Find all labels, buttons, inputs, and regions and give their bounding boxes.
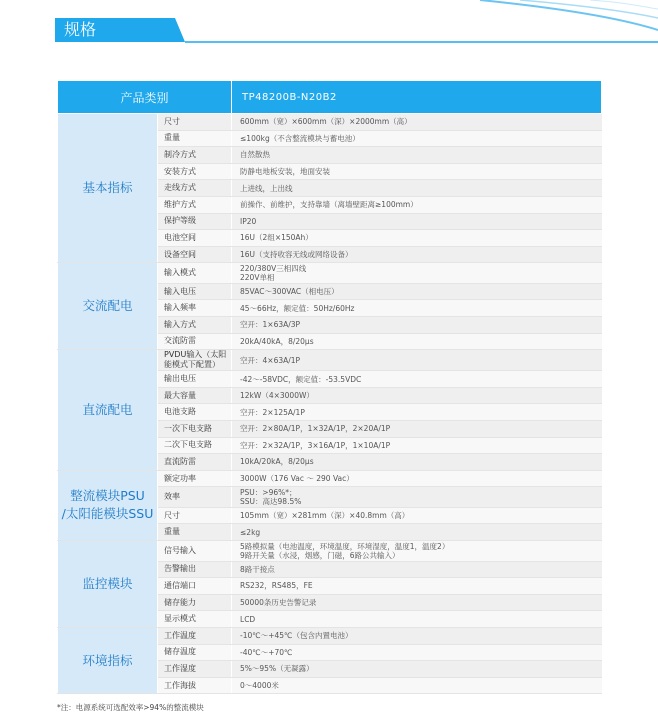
spec-label: 告警输出 <box>158 561 232 578</box>
spec-value: RS232，RS485，FE <box>232 578 602 595</box>
spec-value: 10kA/20kA，8/20μs <box>232 454 602 471</box>
spec-label: 走线方式 <box>158 180 232 197</box>
spec-value: 5路模拟量（电池温度，环境温度，环境湿度，温度1，温度2） 9路开关量（水浸，烟感，门磁，6路公共输入） <box>232 541 602 562</box>
category-cell: 监控模块 <box>58 541 158 628</box>
spec-label: 输入电压 <box>158 283 232 300</box>
spec-label: 额定功率 <box>158 470 232 487</box>
spec-label: 一次下电支路 <box>158 421 232 438</box>
header-model: TP48200B-N20B2 <box>232 81 602 114</box>
spec-value: 45～66Hz，额定值：50Hz/60Hz <box>232 300 602 317</box>
spec-value: 8路干接点 <box>232 561 602 578</box>
spec-value: 空开：2×80A/1P，1×32A/1P，2×20A/1P <box>232 421 602 438</box>
spec-value: 20kA/40kA，8/20μs <box>232 333 602 350</box>
table-row <box>58 114 602 131</box>
spec-label: 直流防雷 <box>158 454 232 471</box>
spec-label: 输入方式 <box>158 317 232 334</box>
table-header-row <box>58 81 602 114</box>
spec-label: 二次下电支路 <box>158 437 232 454</box>
spec-label: 安装方式 <box>158 163 232 180</box>
spec-value: 0～4000米 <box>232 677 602 694</box>
table-row <box>58 541 602 562</box>
spec-label: 储存温度 <box>158 644 232 661</box>
spec-label: 工作湿度 <box>158 661 232 678</box>
spec-value: 16U（支持收容无线或网络设备） <box>232 246 602 263</box>
spec-label: 尺寸 <box>158 507 232 524</box>
table-row <box>58 263 602 284</box>
spec-label: 电池空间 <box>158 230 232 247</box>
spec-label: 工作海拔 <box>158 677 232 694</box>
spec-value: 空开：1×63A/3P <box>232 317 602 334</box>
spec-value: 3000W（176 Vac ～ 290 Vac） <box>232 470 602 487</box>
spec-label: 输入模式 <box>158 263 232 284</box>
spec-label: 通信端口 <box>158 578 232 595</box>
spec-value: PSU：>96%*； SSU：高达98.5% <box>232 487 602 508</box>
spec-label: 信号输入 <box>158 541 232 562</box>
spec-label: 最大容量 <box>158 387 232 404</box>
spec-value: ≤2kg <box>232 524 602 541</box>
spec-value: LCD <box>232 611 602 628</box>
category-cell: 环境指标 <box>58 627 158 693</box>
spec-label: 制冷方式 <box>158 147 232 164</box>
spec-label: 保护等级 <box>158 213 232 230</box>
spec-value: 空开：2×125A/1P <box>232 404 602 421</box>
spec-value: -40℃～+70℃ <box>232 644 602 661</box>
spec-value: 600mm（宽）×600mm（深）×2000mm（高） <box>232 114 602 131</box>
spec-label: 维护方式 <box>158 196 232 213</box>
spec-label: 输出电压 <box>158 371 232 388</box>
spec-value: 105mm（宽）×281mm（深）×40.8mm（高） <box>232 507 602 524</box>
spec-value: 220/380V三相四线 220V单相 <box>232 263 602 284</box>
spec-label: 重量 <box>158 130 232 147</box>
category-cell: 整流模块PSU /太阳能模块SSU <box>58 470 158 540</box>
table-row <box>58 470 602 487</box>
spec-label: 工作温度 <box>158 627 232 644</box>
spec-label: 效率 <box>158 487 232 508</box>
spec-value: 50000条历史告警记录 <box>232 594 602 611</box>
category-cell: 直流配电 <box>58 350 158 471</box>
spec-value: 5%～95%（无凝露） <box>232 661 602 678</box>
table-row <box>58 350 602 371</box>
spec-value: 85VAC～300VAC（相电压） <box>232 283 602 300</box>
spec-value: 空开：2×32A/1P，3×16A/1P，1×10A/1P <box>232 437 602 454</box>
spec-value: -10℃～+45℃（包含内置电池） <box>232 627 602 644</box>
spec-label: 显示模式 <box>158 611 232 628</box>
spec-value: IP20 <box>232 213 602 230</box>
spec-value: ≤100kg（不含整流模块与蓄电池） <box>232 130 602 147</box>
spec-label: 设备空间 <box>158 246 232 263</box>
spec-label: PVDU输入（太阳能模式下配置） <box>158 350 232 371</box>
spec-value: 上进线，上出线 <box>232 180 602 197</box>
section-title: 规格 <box>64 20 97 39</box>
spec-value: 前操作、前维护，支持靠墙（离墙壁距离≥100mm） <box>232 196 602 213</box>
spec-table <box>57 80 602 694</box>
spec-label: 尺寸 <box>158 114 232 131</box>
spec-value: 空开：4×63A/1P <box>232 350 602 371</box>
spec-label: 交流防雷 <box>158 333 232 350</box>
spec-label: 电池支路 <box>158 404 232 421</box>
spec-value: 防静电地板安装，地面安装 <box>232 163 602 180</box>
spec-value: 自然散热 <box>232 147 602 164</box>
spec-value: 12kW（4×3000W） <box>232 387 602 404</box>
footnote: *注：电源系统可选配效率>94%的整流模块 <box>57 703 204 712</box>
header-category: 产品类别 <box>58 81 232 114</box>
spec-value: -42～-58VDC，额定值：-53.5VDC <box>232 371 602 388</box>
category-cell: 交流配电 <box>58 263 158 350</box>
table-row <box>58 627 602 644</box>
spec-label: 储存能力 <box>158 594 232 611</box>
spec-label: 重量 <box>158 524 232 541</box>
spec-value: 16U（2组×150Ah） <box>232 230 602 247</box>
spec-label: 输入频率 <box>158 300 232 317</box>
category-cell: 基本指标 <box>58 114 158 263</box>
